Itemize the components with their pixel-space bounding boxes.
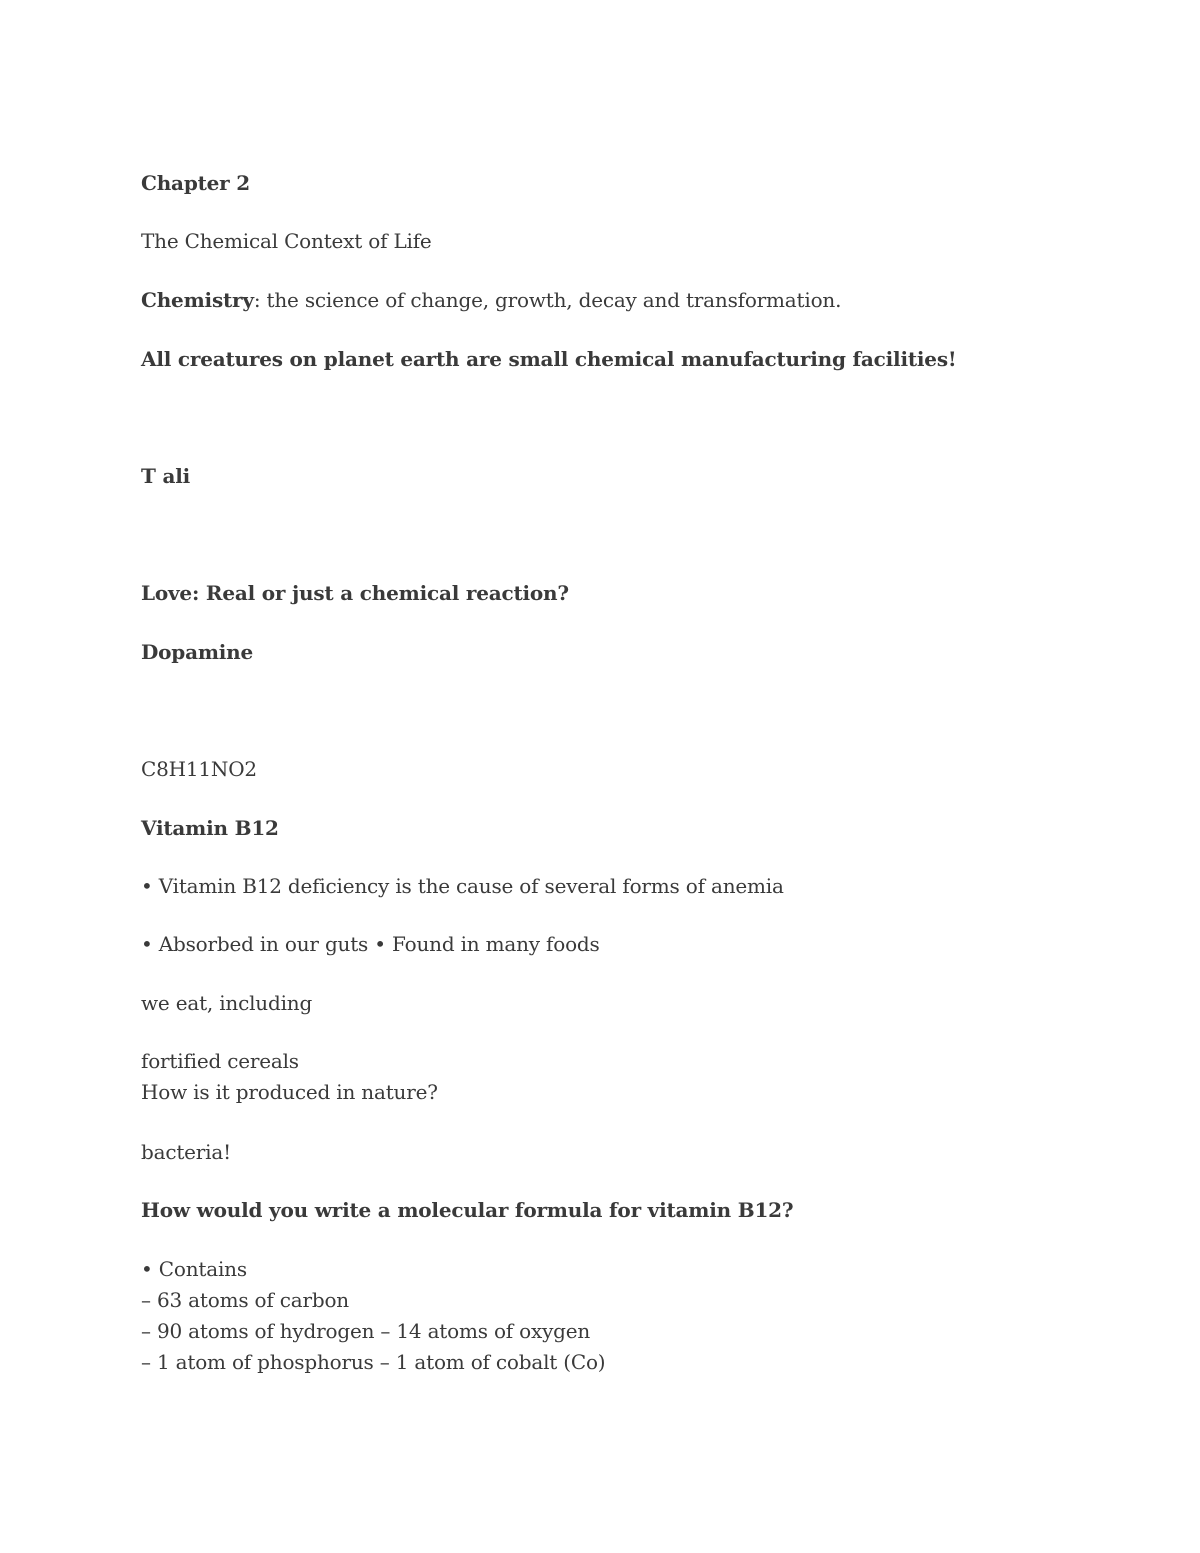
- chemistry-definition-line: [141, 287, 841, 313]
- carbon-text: – 63 atoms of carbon: [141, 1288, 349, 1312]
- bacteria-text: bacteria!: [141, 1140, 231, 1164]
- vitamin-heading: Vitamin B12: [141, 816, 279, 840]
- chemistry-term: Chemistry: [141, 288, 254, 312]
- bullet-deficiency: • Vitamin B12 deficiency is the cause of several forms of anemia: [141, 874, 784, 898]
- formula-question: How would you write a molecular formula for vitamin B12?: [141, 1198, 794, 1222]
- hydrogen-oxygen-text: – 90 atoms of hydrogen – 14 atoms of oxygen: [141, 1319, 591, 1343]
- produced-question: How is it produced in nature?: [141, 1080, 438, 1104]
- creatures-statement: All creatures on planet earth are small chemical manufacturing facilities!: [141, 347, 957, 371]
- we-eat-text: we eat, including: [141, 991, 313, 1015]
- bullet-absorbed: • Absorbed in our guts • Found in many foods: [141, 932, 600, 956]
- phosphorus-cobalt-text: – 1 atom of phosphorus – 1 atom of cobalt (Co): [141, 1350, 606, 1374]
- dopamine-formula: C8H11NO2: [141, 757, 257, 781]
- contains-text: • Contains: [141, 1257, 247, 1281]
- dopamine-heading: Dopamine: [141, 640, 254, 664]
- chapter-heading: Chapter 2: [141, 171, 250, 195]
- chapter-title: The Chemical Context of Life: [141, 229, 432, 253]
- fortified-text: fortified cereals: [141, 1049, 299, 1073]
- love-question: Love: Real or just a chemical reaction?: [141, 581, 569, 605]
- chemistry-definition: : the science of change, growth, decay and transformation.: [253, 288, 842, 312]
- t-ali-text: T ali: [141, 464, 191, 488]
